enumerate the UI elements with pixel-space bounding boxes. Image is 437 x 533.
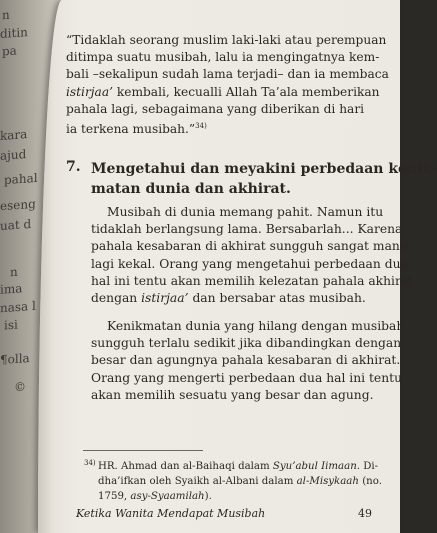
spine-text: isi (4, 317, 18, 333)
paragraph-line: tidaklah berlangsung lama. Bersabarlah... Karena (91, 222, 403, 237)
paragraph-1 (91, 204, 414, 307)
footnote-italic: asy-Syaamilah (130, 491, 205, 503)
spine-text: ima (0, 281, 23, 297)
footnote-text: (no. (362, 476, 382, 488)
spine-text: uat d (0, 216, 32, 234)
spine-text: eseng (0, 196, 36, 214)
paragraph-2 (91, 318, 405, 404)
footnote-italic: Syu’abul Iimaan. (272, 461, 360, 472)
quote-line: pahala lagi, sebagaimana yang diberikan di hari (66, 101, 365, 116)
quote-line: ditimpa suatu musibah, lalu ia mengingatnya kem- (66, 50, 380, 65)
spine-text: ¶olla (0, 350, 30, 368)
footnote-line (98, 474, 393, 489)
italic-term: istirjaa’ (66, 84, 113, 99)
paragraph-line: lagi kekal. Orang yang mengetahui perbedaan dua (91, 256, 408, 271)
quote-line-4 (66, 84, 386, 101)
spine-text: pahal (4, 170, 38, 188)
paragraph-line-text: dan bersabar atas musibah. (192, 291, 366, 306)
spine-text: pa (2, 43, 17, 59)
heading-line: Mengetahui dan meyakini perbedaan kenik- (91, 161, 437, 177)
spine-text: n (10, 264, 18, 280)
footnote-text: dha’ifkan oleh Syaikh al-Albani dalam (98, 476, 294, 488)
footnote-text: HR. Ahmad dan al-Baihaqi dalam (98, 461, 270, 472)
running-head: Ketika Wanita Mendapat Musibah (76, 507, 266, 520)
book-page (38, 0, 437, 533)
paragraph-line: hal ini tentu akan memilih kelezatan pahala akhirat (91, 273, 414, 288)
paragraph-line-text: dengan (91, 291, 138, 306)
paragraph-line: akan memilih sesuatu yang besar dan agung. (91, 387, 374, 402)
spine-text: © (14, 379, 26, 395)
footnote-number: 34) (84, 459, 96, 467)
paragraph-line: besar dan agungnya pahala kesabaran di akhirat. (91, 353, 401, 368)
spine-text: ditin (0, 25, 28, 41)
footnote-text: Di- (363, 461, 379, 472)
page-number: 49 (358, 507, 372, 520)
footnote-line (98, 489, 393, 504)
footnote (98, 459, 393, 505)
quote-line: bali –sekalipun sudah lama terjadi– dan ia membaca (66, 67, 389, 82)
footnote-line (98, 459, 393, 474)
paragraph-line: pahala kesabaran di akhirat sungguh sangat manis (91, 239, 411, 254)
quote-line: “Tidaklah seorang muslim laki-laki atau perempuan (66, 33, 387, 47)
paragraph-line: Orang yang mengerti perbedaan dua hal ini tentu (91, 370, 402, 385)
footnote-italic: al-Misykaah (296, 476, 359, 488)
footnote-reference: 34) (195, 122, 207, 131)
footnote-divider (83, 450, 203, 451)
paragraph-line: Kenikmatan dunia yang hilang dengan musibah (107, 319, 405, 333)
quote-line-6 (66, 118, 386, 138)
section-heading (91, 159, 437, 199)
spine-text: nasa l (0, 298, 36, 316)
quote-line-rest: kembali, kecualli Allah Ta’ala memberikan (116, 84, 380, 99)
quote-line-text: ia terkena musibah.” (66, 122, 196, 137)
hadith-quote (66, 32, 389, 138)
heading-line: matan dunia dan akhirat. (91, 181, 291, 197)
spine-text: n (2, 7, 10, 23)
italic-term: istirjaa’ (141, 291, 189, 306)
paragraph-line: Musibah di dunia memang pahit. Namun itu (107, 205, 384, 219)
spine-text: ajud (0, 147, 27, 163)
footnote-text: ). (204, 491, 212, 503)
spine-text: kara (0, 127, 28, 143)
section-number: 7. (66, 159, 81, 175)
footnote-text: 1759, (98, 491, 128, 503)
paragraph-line-6 (91, 290, 391, 307)
paragraph-line: sungguh terlalu sedikit jika dibandingkan dengan (91, 336, 402, 351)
